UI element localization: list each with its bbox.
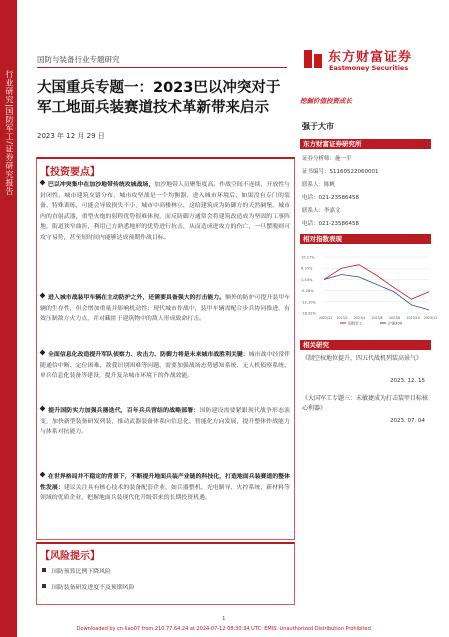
risk-item: 国防装备研发进度不及预期风险 (42, 582, 134, 591)
report-date: 2023 年 12 月 29 日 (37, 132, 105, 140)
x-tick-label: 2023/6 (371, 316, 383, 320)
risk-item: 国防预算比例下降风险 (42, 566, 111, 575)
analyst-header: 东方财富证券研究所 (300, 139, 431, 149)
analyst-line: 证券分析师：施一平 (302, 156, 352, 162)
summary-point (40, 406, 290, 468)
diamond-bullet-icon (40, 180, 46, 186)
related-report-date: 2023. 12. 15 (390, 378, 425, 384)
page-number: 1 (222, 616, 226, 622)
investment-rating: 强于大市 (302, 122, 334, 131)
series-line (324, 265, 429, 299)
sidebar-label: 行业研究|国防军工/证券研究报告 (5, 70, 14, 196)
report-title: 大国重兵专题一：2023巴以冲突对于军工地面兵装赛道技术革新带来启示 (37, 80, 281, 116)
chart-section-header: 相对指数表现 (300, 234, 431, 244)
x-tick-label: 2023/8 (389, 316, 401, 320)
x-tick-label: 2023/10 (406, 316, 420, 320)
analyst-line: 联系人：李嘉文 (302, 208, 341, 214)
point-lead: 全面信息化改造提升军队侦察力、攻击力、防御力将是未来城市战胜利关键： (48, 352, 249, 358)
summary-point (40, 293, 290, 345)
diamond-bullet-icon (40, 293, 46, 299)
summary-point (40, 472, 290, 534)
series-line (324, 275, 429, 310)
legend-label: 国防军工 (348, 321, 363, 326)
point-lead: 巴以冲突集中在加沙地带传统攻城战场， (48, 182, 155, 188)
y-tick-label: 1.54% (301, 277, 313, 282)
x-tick-label: 2023/12 (424, 316, 438, 320)
related-report-date: 2023. 07. 04 (390, 418, 425, 424)
logo-mark-icon (302, 48, 324, 70)
y-tick-label: -18.92% (301, 311, 316, 316)
related-report-title[interactable]: 《制空权地位提升，四五代战机列装高景气》 (302, 355, 423, 362)
diamond-bullet-icon (40, 406, 46, 412)
point-body: 国防建设需要紧跟现代战争形态演变，加快新型装备研发列装，推动武器装备体系向信息化、智能化方向发展，提升整体作战能力与体系对抗能力。 (40, 408, 291, 435)
analyst-line: 电话：021-23586458 (302, 221, 359, 227)
legend-label: 沪深300 (388, 321, 403, 326)
point-lead: 提升国防实力加强兵器迭代，百年兵兵营结的战略部署： (48, 408, 200, 414)
summary-point (40, 180, 290, 285)
x-tick-label: 2022/12 (319, 316, 333, 320)
summary-point (40, 350, 290, 402)
logo-name-en: Eastmoney Securities (329, 64, 409, 72)
logo-name-cn: 东方财富证券 (328, 50, 413, 65)
diamond-bullet-icon (40, 472, 46, 478)
square-bullet-icon (42, 568, 46, 572)
x-tick-label: 2023/2 (336, 316, 348, 320)
relative-index-chart (300, 253, 438, 326)
point-lead: 进入城市战装甲车辆在主动防护之外，还需要具备强大的打击能力。 (48, 295, 226, 301)
logo-slogan: 挖掘价值投资成长 (300, 97, 352, 105)
related-section-header: 相关研究 (300, 340, 431, 350)
analyst-line: 联系人：陈帆 (302, 182, 336, 188)
diamond-bullet-icon (40, 350, 46, 356)
analyst-line: 电话：021-23586458 (302, 195, 359, 201)
y-tick-label: 8.35% (301, 266, 313, 271)
analyst-line: 证书编号：S1160522060001 (302, 169, 379, 175)
point-body: 城市战中经常伴随通信中断、定位困难、敌我识别困难等问题，需要加强战场态势感知系统、无人机侦察系统、单兵信息化装备等建设，提升复杂城市环境下的作战效能。 (40, 352, 291, 379)
point-body: 加沙地带人员聚集度高、作战空间不连续、开放性与封闭性，城市建筑交错分布，城市攻坚战是一个均衡器，进入城市环境后，如果没有专门的装备、特殊训练，可能会导致损失不小，城市中高楼林立，这给建筑成为防御方的天然碉堡。城市内的直射武器，重型火炮的射程优势很难体现，而反防御方通常会将建筑改造成为坚固的工事阵地，街道狭窄曲折，利用已方熟悉地形的优势进行抗击，从而造成进攻方的伤亡，一旦摆脱则可攻守易势，甚至短时间内能够达成预期作战目标。 (40, 182, 291, 241)
download-watermark: Downloaded by cn-liao07 from 210.77.64.24 at 2024-07-12 08:30:34 UTC. EMIS. Unauthorized Distribution Prohibited. (76, 626, 373, 632)
header-divider (37, 67, 287, 68)
related-report-title[interactable]: 《大国军工专题三：未敏捷成为打击装甲目标核心利器》 (302, 395, 429, 412)
square-bullet-icon (42, 584, 46, 588)
summary-heading: 【投资要点】 (40, 167, 100, 178)
x-tick-label: 2023/4 (354, 316, 366, 320)
report-category: 国防与装备行业专题研究 (37, 55, 120, 64)
risk-heading: 【风险提示】 (40, 551, 100, 562)
point-body: 建议关注具有核心技术的装备配套企业，如兵器整机、光电制导、火控系统、新材料等领域的优质企业，把握地面兵装现代化升级带来的长期投资机遇。 (40, 484, 291, 501)
y-tick-label: -12.10% (301, 300, 316, 305)
y-tick-label: -5.28% (301, 289, 314, 294)
y-tick-label: 15.17% (301, 255, 315, 260)
brand-logo (302, 44, 432, 94)
point-lead: 在世界格局并不稳定的背景下，不断提升地面兵装产业链的科技化，打造地面兵装赛道的整体性发展： (40, 474, 290, 491)
point-body: 额外的防护可提升装甲车辆的生存性，但会增加重量并影响机动性；现代城市作战中，装甲车辆需配合步兵协同推进，有效压制敌方火力点，并对藏匿于建筑物中的敌人形成致命打击。 (40, 295, 291, 322)
